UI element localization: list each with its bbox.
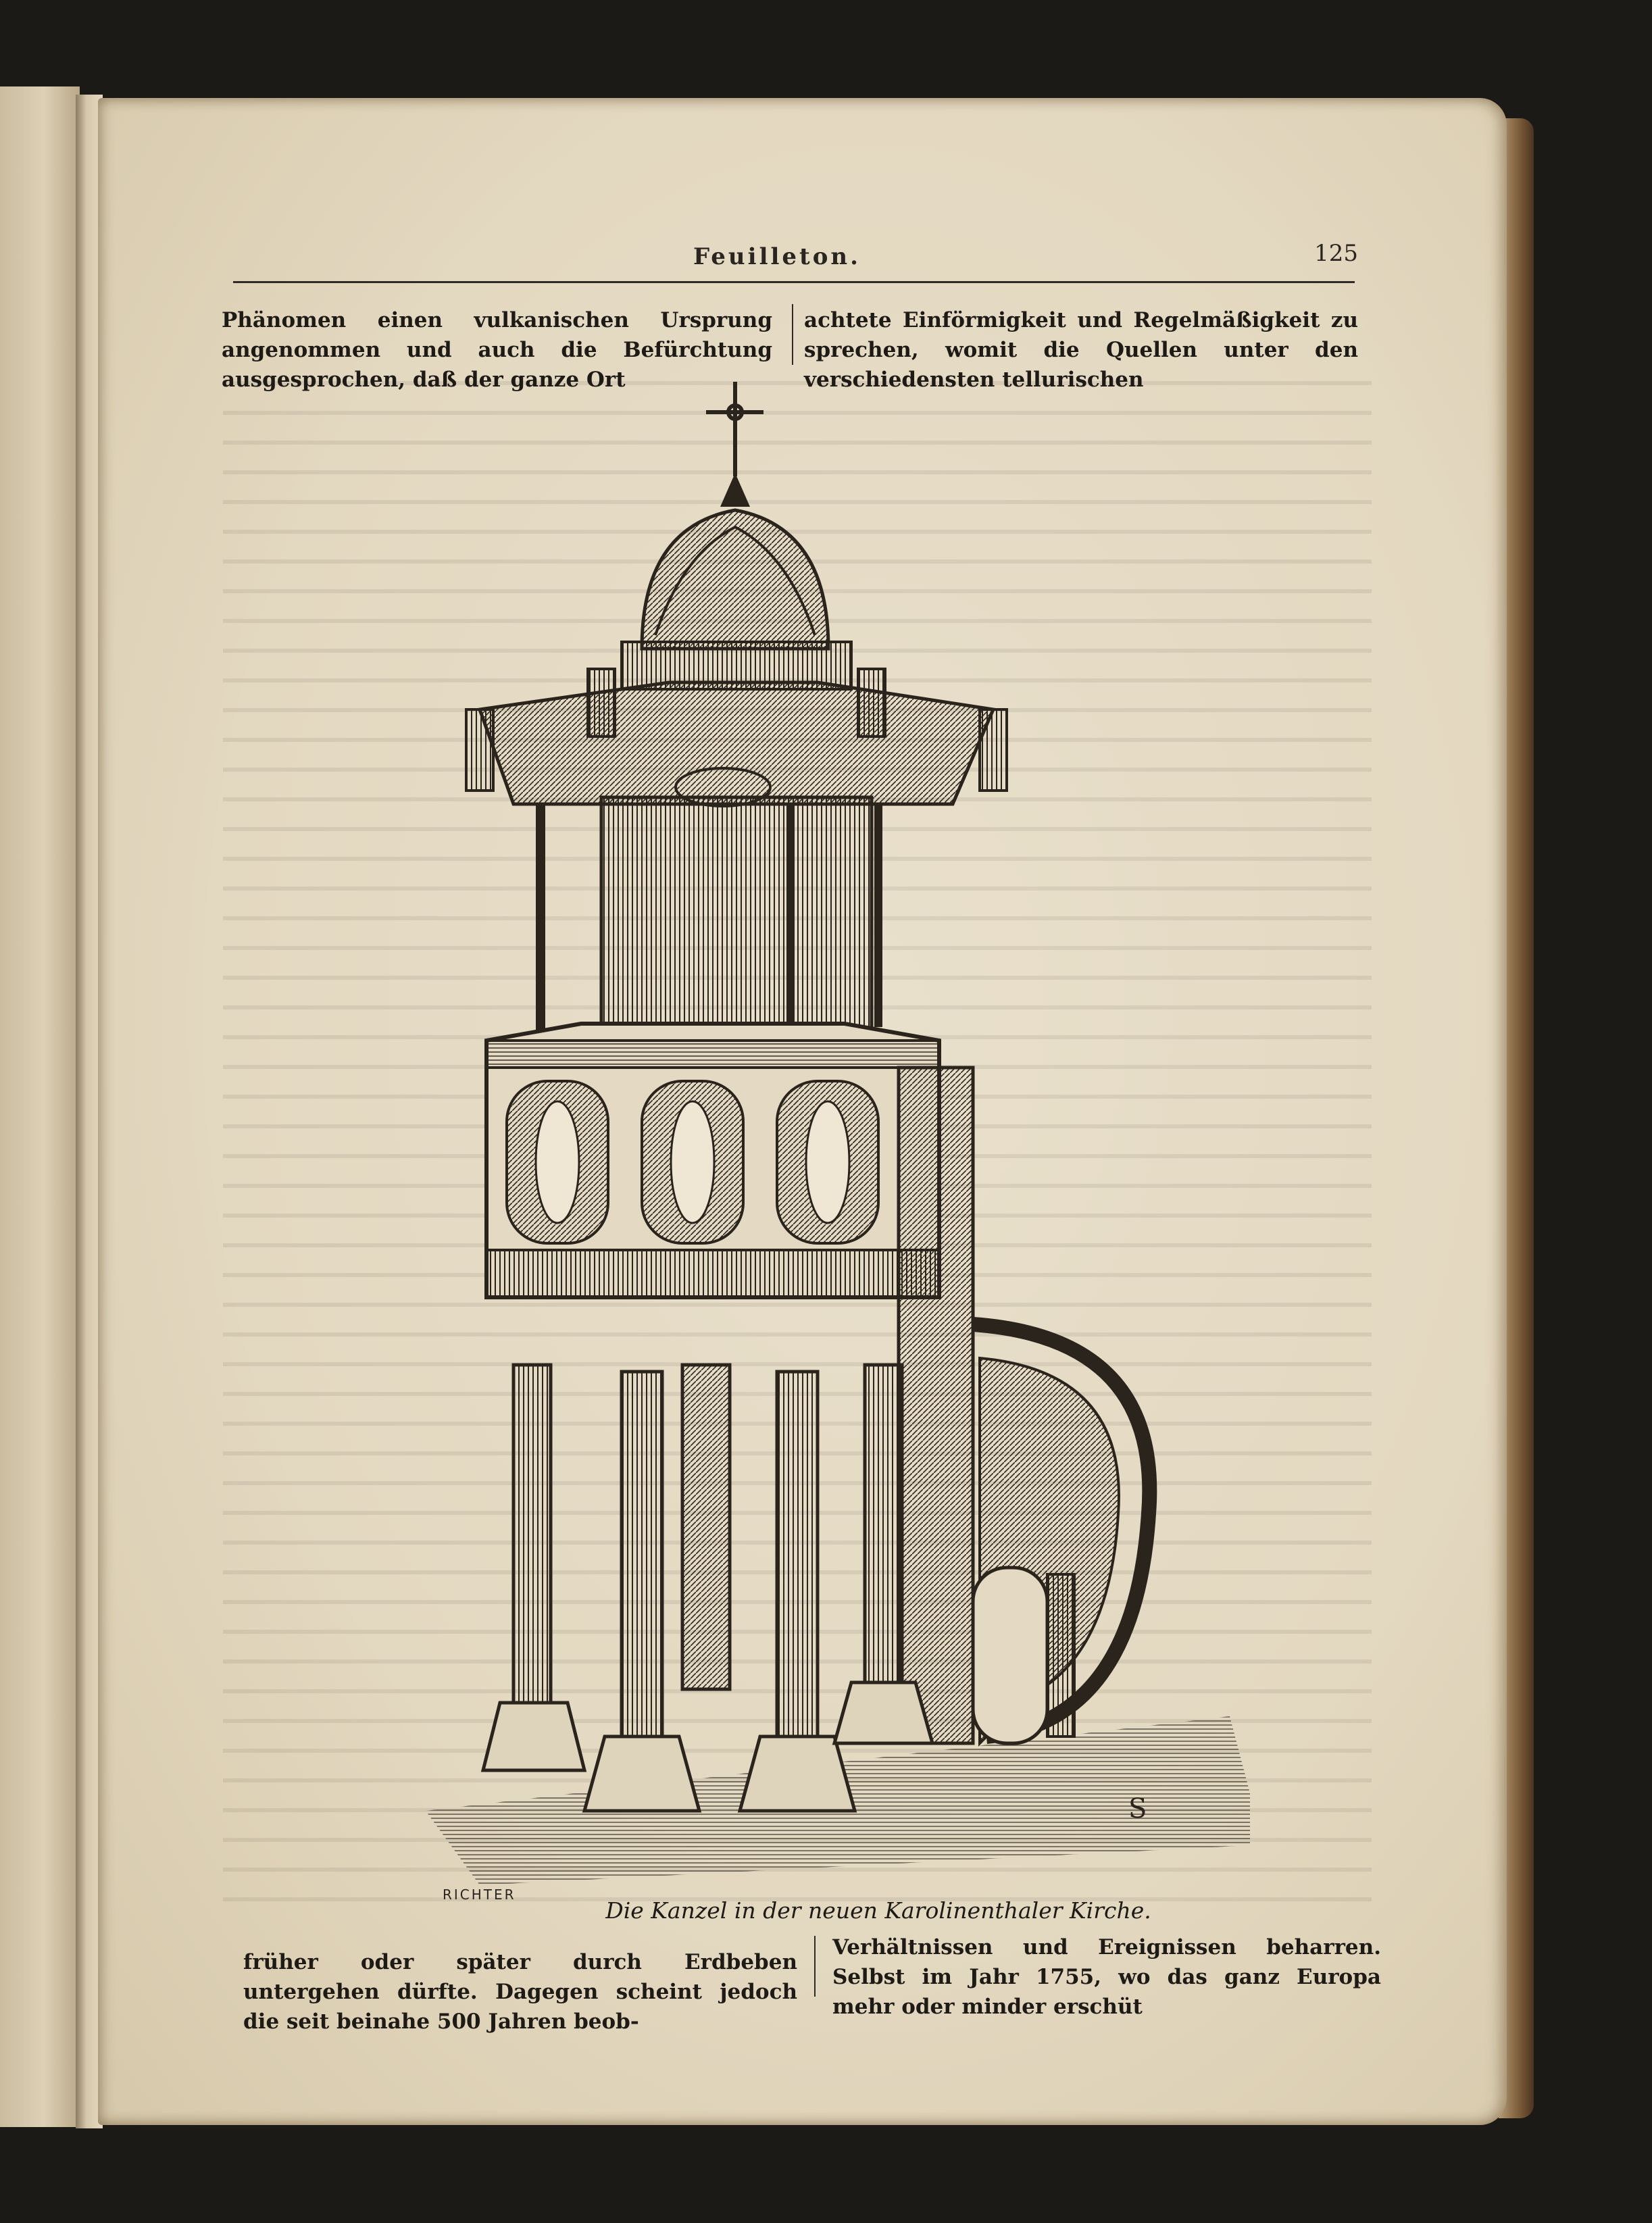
left-page-edge bbox=[0, 86, 80, 2127]
page-number: 125 bbox=[1314, 240, 1358, 267]
pulpit-engraving bbox=[399, 365, 1250, 1899]
paragraph: früher oder später durch Erdbeben untergehen dürfte. Dagegen scheint jedoch die seit beinahe 500 Jahren beob- bbox=[243, 1950, 797, 2034]
paragraph: Verhältnissen und Ereignissen beharren. Selbst im Jahr 1755, wo das ganz Europa mehr oder minder erschüt bbox=[832, 1935, 1381, 2019]
engraver-monogram: S bbox=[1128, 1793, 1147, 1824]
column-divider bbox=[814, 1936, 816, 1997]
cross-finial bbox=[706, 382, 764, 476]
dome-canopy bbox=[622, 473, 851, 689]
engraver-signature: RICHTER bbox=[443, 1887, 516, 1903]
text-column-bottom-right bbox=[832, 1932, 1381, 2022]
paragraph: achtete Einförmigkeit und Regelmäßigkeit zu sprechen, womit die Quellen unter den verschiedensten tellurischen bbox=[804, 308, 1358, 392]
paragraph: Phänomen einen vulkanischen Ursprung angenommen und auch die Befürchtung ausgesprochen, daß der ganze Ort bbox=[222, 308, 772, 392]
header-rule bbox=[233, 281, 1355, 283]
sounding-board bbox=[466, 669, 1007, 806]
running-header: Feuilleton. bbox=[693, 243, 861, 270]
column-divider bbox=[792, 304, 793, 365]
support-columns bbox=[483, 1365, 932, 1811]
text-column-bottom-left bbox=[243, 1947, 797, 2037]
spiral-stair bbox=[973, 1324, 1149, 1743]
illustration-caption: Die Kanzel in der neuen Karolinenthaler Kirche. bbox=[605, 1897, 1151, 1924]
